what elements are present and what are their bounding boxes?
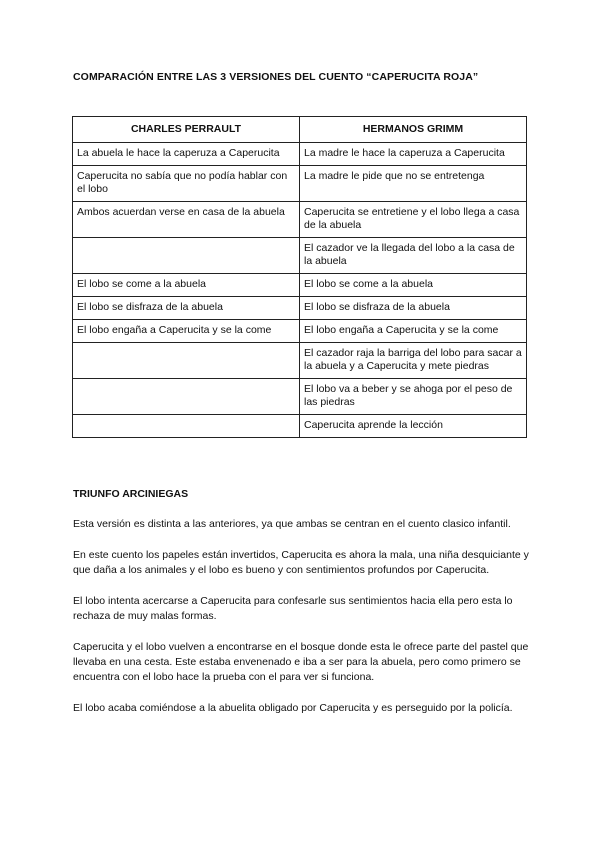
table-cell-perrault: Caperucita no sabía que no podía hablar con el lobo (73, 166, 300, 202)
table-cell-perrault: El lobo engaña a Caperucita y se la come (73, 320, 300, 343)
table-cell-grimm: La madre le pide que no se entretenga (300, 166, 527, 202)
paragraph: Esta versión es distinta a las anteriores, ya que ambas se centran en el cuento clasico infantil. (73, 518, 511, 530)
paragraph: En este cuento los papeles están invertidos, Caperucita es ahora la mala, una niña desquiciante y que daña a los animales y el lobo es bueno y con sentimientos profundos por Caperucita. (73, 549, 529, 576)
table-cell-perrault: La abuela le hace la caperuza a Caperucita (73, 143, 300, 166)
comparison-table (72, 116, 527, 438)
document-title: COMPARACIÓN ENTRE LAS 3 VERSIONES DEL CUENTO “CAPERUCITA ROJA” (73, 71, 479, 83)
table-cell-grimm: El lobo engaña a Caperucita y se la come (300, 320, 527, 343)
paragraph: El lobo acaba comiéndose a la abuelita obligado por Caperucita y es perseguido por la policía. (73, 702, 513, 714)
table-row (73, 415, 527, 438)
table-cell-perrault (73, 379, 300, 415)
column-header-perrault: CHARLES PERRAULT (73, 117, 300, 143)
table-cell-perrault (73, 238, 300, 274)
table-header-row (73, 117, 527, 143)
table-row (73, 202, 527, 238)
table-cell-perrault (73, 343, 300, 379)
table-cell-perrault: El lobo se disfraza de la abuela (73, 297, 300, 320)
table-cell-perrault: Ambos acuerdan verse en casa de la abuela (73, 202, 300, 238)
table-cell-grimm: El lobo se disfraza de la abuela (300, 297, 527, 320)
paragraph: El lobo intenta acercarse a Caperucita para confesarle sus sentimientos hacia ella pero esta lo rechaza de muy malas formas. (73, 595, 513, 622)
column-header-grimm: HERMANOS GRIMM (300, 117, 527, 143)
table-cell-grimm: Caperucita aprende la lección (300, 415, 527, 438)
table-cell-grimm: La madre le hace la caperuza a Caperucita (300, 143, 527, 166)
table-row (73, 238, 527, 274)
table-row (73, 379, 527, 415)
section-title: TRIUNFO ARCINIEGAS (73, 488, 189, 500)
table-cell-grimm: El lobo se come a la abuela (300, 274, 527, 297)
table-row (73, 274, 527, 297)
table-row (73, 343, 527, 379)
table-row (73, 320, 527, 343)
paragraph: Caperucita y el lobo vuelven a encontrarse en el bosque donde esta le ofrece parte del pastel que llevaba en una cesta. Este estaba envenenado e iba a ser para la abuela, pero como primero se encuentra con el lobo hace la prueba con el para ver si funciona. (73, 641, 529, 683)
body-text (73, 517, 533, 732)
table-row (73, 143, 527, 166)
table-cell-perrault (73, 415, 300, 438)
table-row (73, 297, 527, 320)
table-cell-grimm: El cazador ve la llegada del lobo a la casa de la abuela (300, 238, 527, 274)
table-cell-grimm: Caperucita se entretiene y el lobo llega a casa de la abuela (300, 202, 527, 238)
table-cell-grimm: El lobo va a beber y se ahoga por el peso de las piedras (300, 379, 527, 415)
table-row (73, 166, 527, 202)
table-cell-grimm: El cazador raja la barriga del lobo para sacar a la abuela y a Caperucita y mete piedras (300, 343, 527, 379)
table-cell-perrault: El lobo se come a la abuela (73, 274, 300, 297)
